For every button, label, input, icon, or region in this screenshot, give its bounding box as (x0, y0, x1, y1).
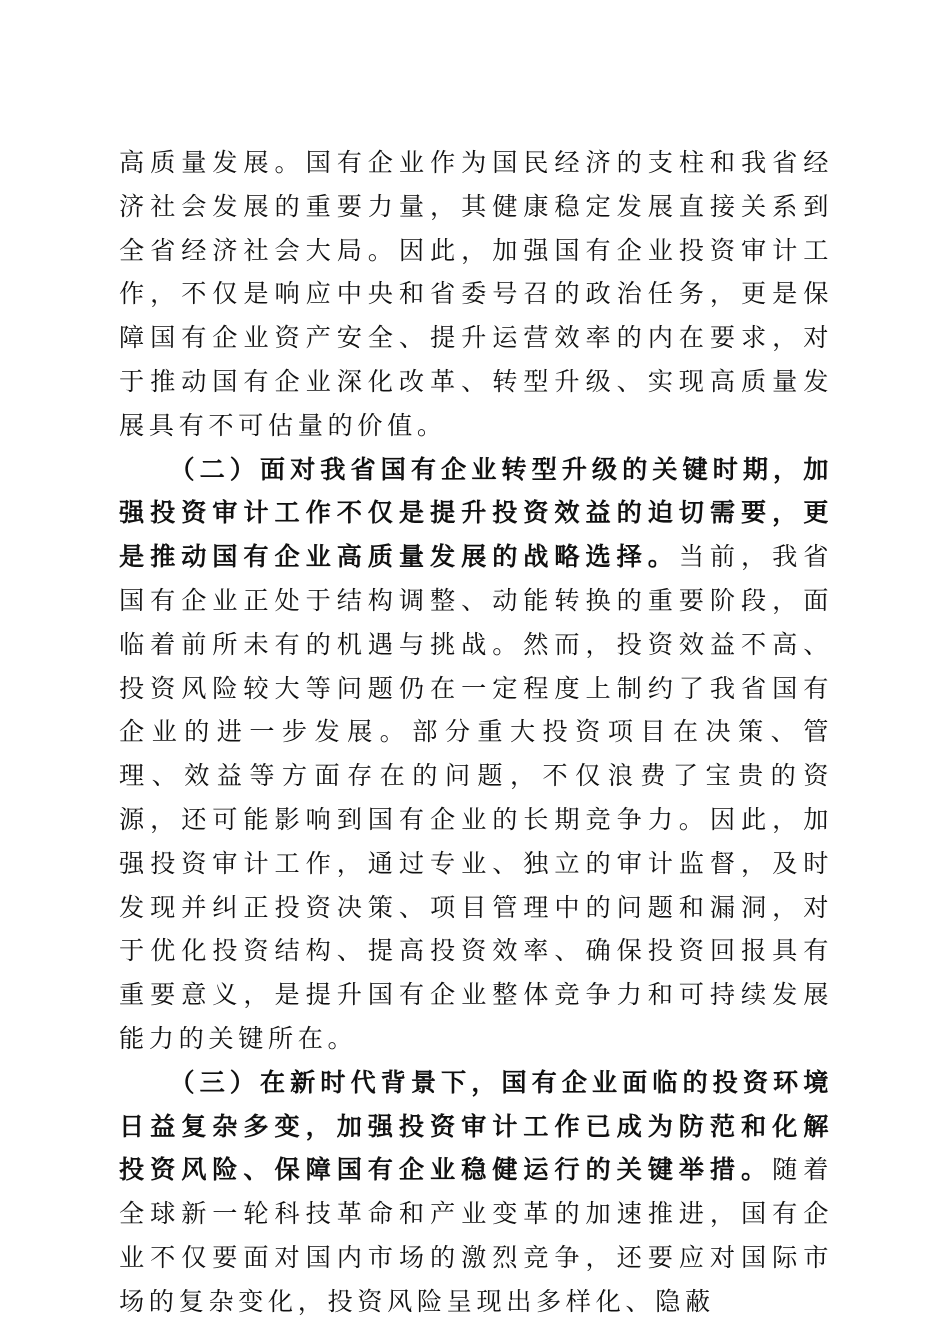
paragraph-3 (119, 1061, 833, 1324)
paragraph-2-lead: （二）面对我省国有企业转型升级的关键时期，加强投资审计工作不仅是提升投资效益的迫切需要，更是推动国有企业高质量发展的战略选择。 (119, 453, 833, 572)
paragraph-2-body: 当前，我省国有企业正处于结构调整、动能转换的重要阶段，面临着前所未有的机遇与挑战。然而，投资效益不高、投资风险较大等问题仍在一定程度上制约了我省国有企业的进一步发展。部分重大投资项目在决策、管理、效益等方面存在的问题，不仅浪费了宝贵的资源，还可能影响到国有企业的长期竞争力。因此，加强投资审计工作，通过专业、独立的审计监督，及时发现并纠正投资决策、项目管理中的问题和漏洞，对于优化投资结构、提高投资效率、确保投资回报具有重要意义，是提升国有企业整体竞争力和可持续发展能力的关键所在。 (119, 542, 833, 1053)
paragraph-3-lead: （三）在新时代背景下，国有企业面临的投资环境日益复杂多变，加强投资审计工作已成为防范和化解投资风险、保障国有企业稳健运行的关键举措。 (119, 1066, 833, 1185)
paragraph-3-body: 随着全球新一轮科技革命和产业变革的加速推进，国有企业不仅要面对国内市场的激烈竞争，还要应对国际市场的复杂变化，投资风险呈现出多样化、隐蔽 (119, 1155, 833, 1316)
paragraph-1 (119, 141, 833, 448)
paragraph-1-body: 高质量发展。国有企业作为国民经济的支柱和我省经济社会发展的重要力量，其健康稳定发展直接关系到全省经济社会大局。因此，加强国有企业投资审计工作，不仅是响应中央和省委号召的政治任务，更是保障国有企业资产安全、提升运营效率的内在要求，对于推动国有企业深化改革、转型升级、实现高质量发展具有不可估量的价值。 (119, 148, 833, 440)
paragraph-2 (119, 448, 833, 1061)
document-body (119, 141, 833, 1324)
